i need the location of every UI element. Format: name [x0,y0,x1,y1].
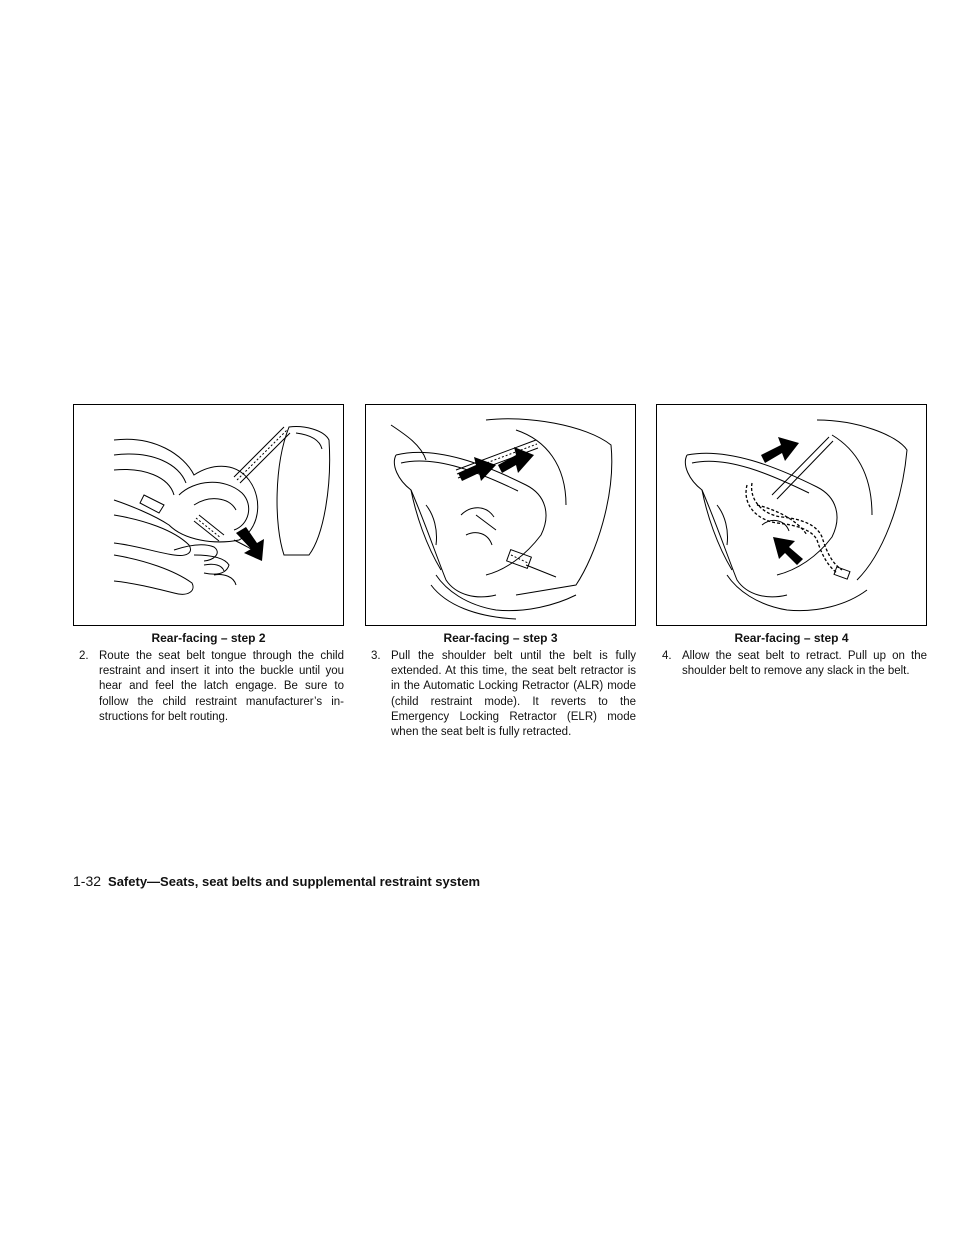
child-seat-buckle-illustration [74,405,343,625]
instruction-step [656,649,927,679]
step-text: Allow the seat belt to retract. Pull up on the shoulder belt to remove any slack in the belt. [682,650,927,678]
step-4-column [656,404,927,679]
rear-facing-step-4-illustration [656,404,927,626]
page-number: 1-32 [73,873,102,889]
belt-retract-illustration [657,405,926,625]
page-footer [73,872,480,891]
step-3-column [365,404,636,740]
step-text: Pull the shoulder belt until the belt is fully extended. At this time, the seat belt retractor is in the Automatic Locking Retractor (ALR) mode (child restraint mode). It reverts to the Emergency Locking Retractor (ELR) mode when the seat belt is fully retracted. [391,650,636,739]
step-2-column [73,404,344,725]
rear-facing-step-3-illustration [365,404,636,626]
step-number: 4. [662,650,672,662]
rear-facing-step-2-illustration [73,404,344,626]
arrow-down-icon [236,527,264,561]
figure-caption: Rear-facing – step 4 [734,631,849,645]
step-number: 2. [79,650,89,662]
arrow-up-icon [761,437,803,565]
instruction-step [365,649,636,740]
shoulder-belt-pull-illustration [366,405,635,625]
figure-caption: Rear-facing – step 2 [151,631,266,645]
step-number: 3. [371,650,381,662]
instruction-step [73,649,344,725]
step-text: Route the seat belt tongue through the child restraint and insert it into the buckle until you hear and feel the latch engage. Be sure to follow the child restraint manufacturer’s in- structions for belt routing. [99,650,344,723]
section-title: Safety—Seats, seat belts and supplemental restraint system [108,874,481,889]
figure-caption: Rear-facing – step 3 [443,631,558,645]
